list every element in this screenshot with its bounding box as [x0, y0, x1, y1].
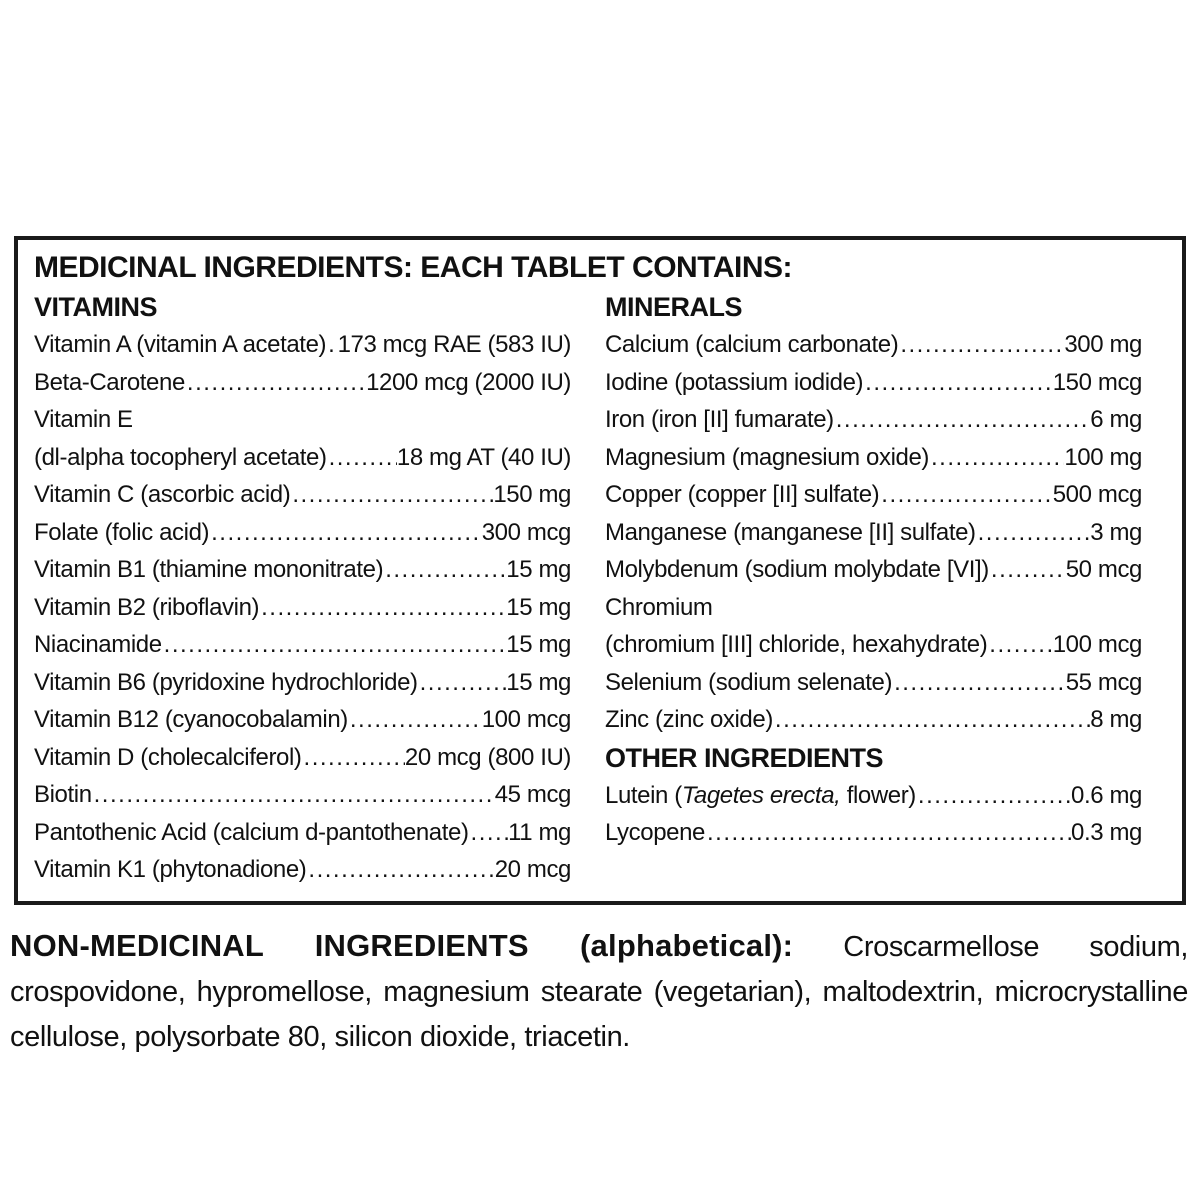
ingredient-value: 100 mcg — [1052, 631, 1142, 658]
ingredient-row — [605, 476, 1142, 514]
ingredient-row — [34, 776, 571, 814]
non-medicinal-heading: NON-MEDICINAL INGREDIENTS (alphabetical): — [10, 927, 794, 963]
ingredient-name: Iodine (potassium iodide) — [605, 368, 864, 396]
other-ingredients-heading: OTHER INGREDIENTS — [605, 742, 884, 773]
ingredient-row — [34, 364, 571, 402]
ingredient-value: 300 mg — [1064, 331, 1142, 358]
ingredient-row — [34, 626, 571, 664]
ingredient-row — [34, 664, 571, 702]
ingredient-row — [34, 851, 571, 889]
dot-leader — [863, 364, 1053, 402]
dot-leader — [987, 626, 1052, 664]
ingredient-value: 20 mcg — [494, 856, 571, 883]
ingredient-name: Vitamin B12 (cyanocobalamin) — [34, 706, 348, 733]
dot-leader — [916, 777, 1071, 815]
ingredient-row — [605, 514, 1142, 552]
ingredient-name: Selenium (sodium selenate) — [605, 668, 893, 696]
dot-leader — [418, 664, 507, 702]
ingredient-value: 50 mcg — [1065, 556, 1142, 583]
ingredient-row — [34, 701, 571, 739]
ingredient-value: 0.3 mg — [1071, 819, 1142, 846]
ingredient-name: Vitamin C (ascorbic acid) — [34, 481, 291, 508]
ingredient-name: Manganese (manganese [II] sulfate) — [605, 518, 976, 546]
ingredient-value: 100 mcg — [481, 706, 571, 733]
ingredient-value: 0.6 mg — [1071, 781, 1142, 809]
non-medicinal-text: Croscarmellose sodium, crospovidone, hypromellose, magnesium stearate (vegetarian), maltodextrin, microcrystalline cellulose, polysorbate 80, silicon dioxide, triacetin. — [10, 930, 1188, 1053]
ingredient-value: 18 mg AT (40 IU) — [396, 443, 571, 471]
ingredient-row — [34, 739, 571, 777]
ingredient-row — [34, 476, 571, 514]
ingredient-name: Folate (folic acid) — [34, 518, 210, 546]
ingredient-value: 3 mg — [1090, 518, 1142, 546]
dot-leader — [469, 814, 509, 852]
ingredient-name: Lycopene — [605, 819, 705, 846]
ingredient-name: (chromium [III] chloride, hexahydrate) — [605, 631, 988, 658]
dot-leader — [892, 664, 1066, 702]
ingredient-row — [34, 589, 571, 627]
ingredient-name: Vitamin B6 (pyridoxine hydrochloride) — [34, 668, 418, 696]
ingredient-row — [34, 551, 571, 589]
ingredient-value: 45 mcg — [494, 781, 571, 808]
ingredient-value: 15 mg — [506, 631, 571, 658]
ingredient-row — [605, 364, 1142, 402]
ingredient-name: Vitamin K1 (phytonadione) — [34, 856, 307, 883]
dot-leader — [259, 589, 506, 627]
dot-leader — [327, 439, 397, 477]
ingredient-value: 300 mcg — [481, 518, 571, 546]
ingredient-row — [605, 326, 1142, 364]
ingredient-value: 100 mg — [1064, 443, 1142, 471]
dot-leader — [306, 851, 494, 889]
ingredient-row — [605, 589, 1142, 627]
ingredient-row — [605, 626, 1142, 664]
ingredient-name: Vitamin B1 (thiamine mononitrate) — [34, 556, 384, 583]
ingredient-name: Lutein (Tagetes erecta, flower) — [605, 781, 916, 809]
minerals-heading: MINERALS — [605, 292, 742, 322]
vitamins-list — [34, 326, 571, 889]
dot-leader — [302, 739, 405, 777]
ingredient-value: 8 mg — [1090, 706, 1142, 733]
dot-leader — [383, 551, 506, 589]
dot-leader — [773, 701, 1090, 739]
dot-leader — [162, 626, 507, 664]
dot-leader — [976, 514, 1091, 552]
ingredient-value: 55 mcg — [1065, 668, 1142, 696]
ingredient-row — [34, 514, 571, 552]
ingredient-value: 173 mcg RAE (583 IU) — [337, 331, 571, 358]
dot-leader — [879, 476, 1052, 514]
ingredient-value: 20 mcg (800 IU) — [404, 743, 571, 771]
ingredient-name: Chromium — [605, 593, 713, 621]
dot-leader — [290, 476, 493, 514]
ingredient-name: (dl-alpha tocopheryl acetate) — [34, 443, 327, 471]
dot-leader — [834, 401, 1090, 439]
vitamins-heading: VITAMINS — [34, 292, 157, 322]
dot-leader — [705, 814, 1071, 852]
dot-leader — [185, 364, 366, 402]
ingredient-name: Calcium (calcium carbonate) — [605, 331, 899, 358]
dot-leader — [929, 439, 1064, 477]
ingredient-name: Niacinamide — [34, 631, 162, 658]
vitamins-column — [34, 288, 571, 889]
ingredient-row — [605, 401, 1142, 439]
ingredient-name: Beta-Carotene — [34, 368, 185, 396]
ingredient-row — [34, 401, 571, 439]
panel-title: MEDICINAL INGREDIENTS: EACH TABLET CONTAINS: — [34, 251, 792, 284]
ingredient-name: Copper (copper [II] sulfate) — [605, 481, 880, 508]
ingredient-row — [34, 439, 571, 477]
dot-leader — [898, 326, 1064, 364]
minerals-list — [605, 326, 1142, 739]
ingredient-row — [605, 814, 1142, 852]
ingredient-name: Zinc (zinc oxide) — [605, 706, 773, 733]
dot-leader — [209, 514, 482, 552]
ingredient-row — [605, 777, 1142, 815]
ingredient-value: 150 mg — [493, 481, 571, 508]
ingredient-value: 150 mcg — [1052, 368, 1142, 396]
ingredient-row — [605, 664, 1142, 702]
other-ingredients-list — [605, 777, 1142, 852]
ingredient-value: 11 mg — [508, 818, 571, 846]
dot-leader — [989, 551, 1066, 589]
non-medicinal-paragraph — [10, 923, 1188, 1060]
ingredient-name: Vitamin A (vitamin A acetate) — [34, 331, 327, 358]
ingredient-row — [34, 814, 571, 852]
dot-leader — [92, 776, 495, 814]
ingredient-name: Vitamin E — [34, 406, 133, 433]
ingredient-name: Biotin — [34, 781, 92, 808]
ingredient-row — [34, 326, 571, 364]
dot-leader — [326, 326, 337, 364]
ingredient-value: 500 mcg — [1052, 481, 1142, 508]
ingredient-row — [605, 439, 1142, 477]
ingredient-value: 15 mg — [506, 668, 571, 696]
ingredient-value: 6 mg — [1090, 406, 1142, 433]
ingredient-value: 15 mg — [506, 556, 571, 583]
ingredient-name: Vitamin B2 (riboflavin) — [34, 593, 260, 621]
ingredient-name: Magnesium (magnesium oxide) — [605, 443, 930, 471]
ingredient-row — [605, 701, 1142, 739]
ingredient-columns — [34, 288, 1142, 889]
medicinal-ingredients-panel — [14, 236, 1186, 905]
ingredient-name: Pantothenic Acid (calcium d-pantothenate) — [34, 818, 469, 846]
ingredient-row — [605, 551, 1142, 589]
ingredient-value: 1200 mcg (2000 IU) — [366, 368, 571, 396]
ingredient-name: Vitamin D (cholecalciferol) — [34, 743, 302, 771]
dot-leader — [348, 701, 482, 739]
ingredient-name: Molybdenum (sodium molybdate [VI]) — [605, 556, 989, 583]
ingredient-value: 15 mg — [506, 593, 571, 621]
ingredient-name: Iron (iron [II] fumarate) — [605, 406, 834, 433]
minerals-column — [605, 288, 1142, 852]
